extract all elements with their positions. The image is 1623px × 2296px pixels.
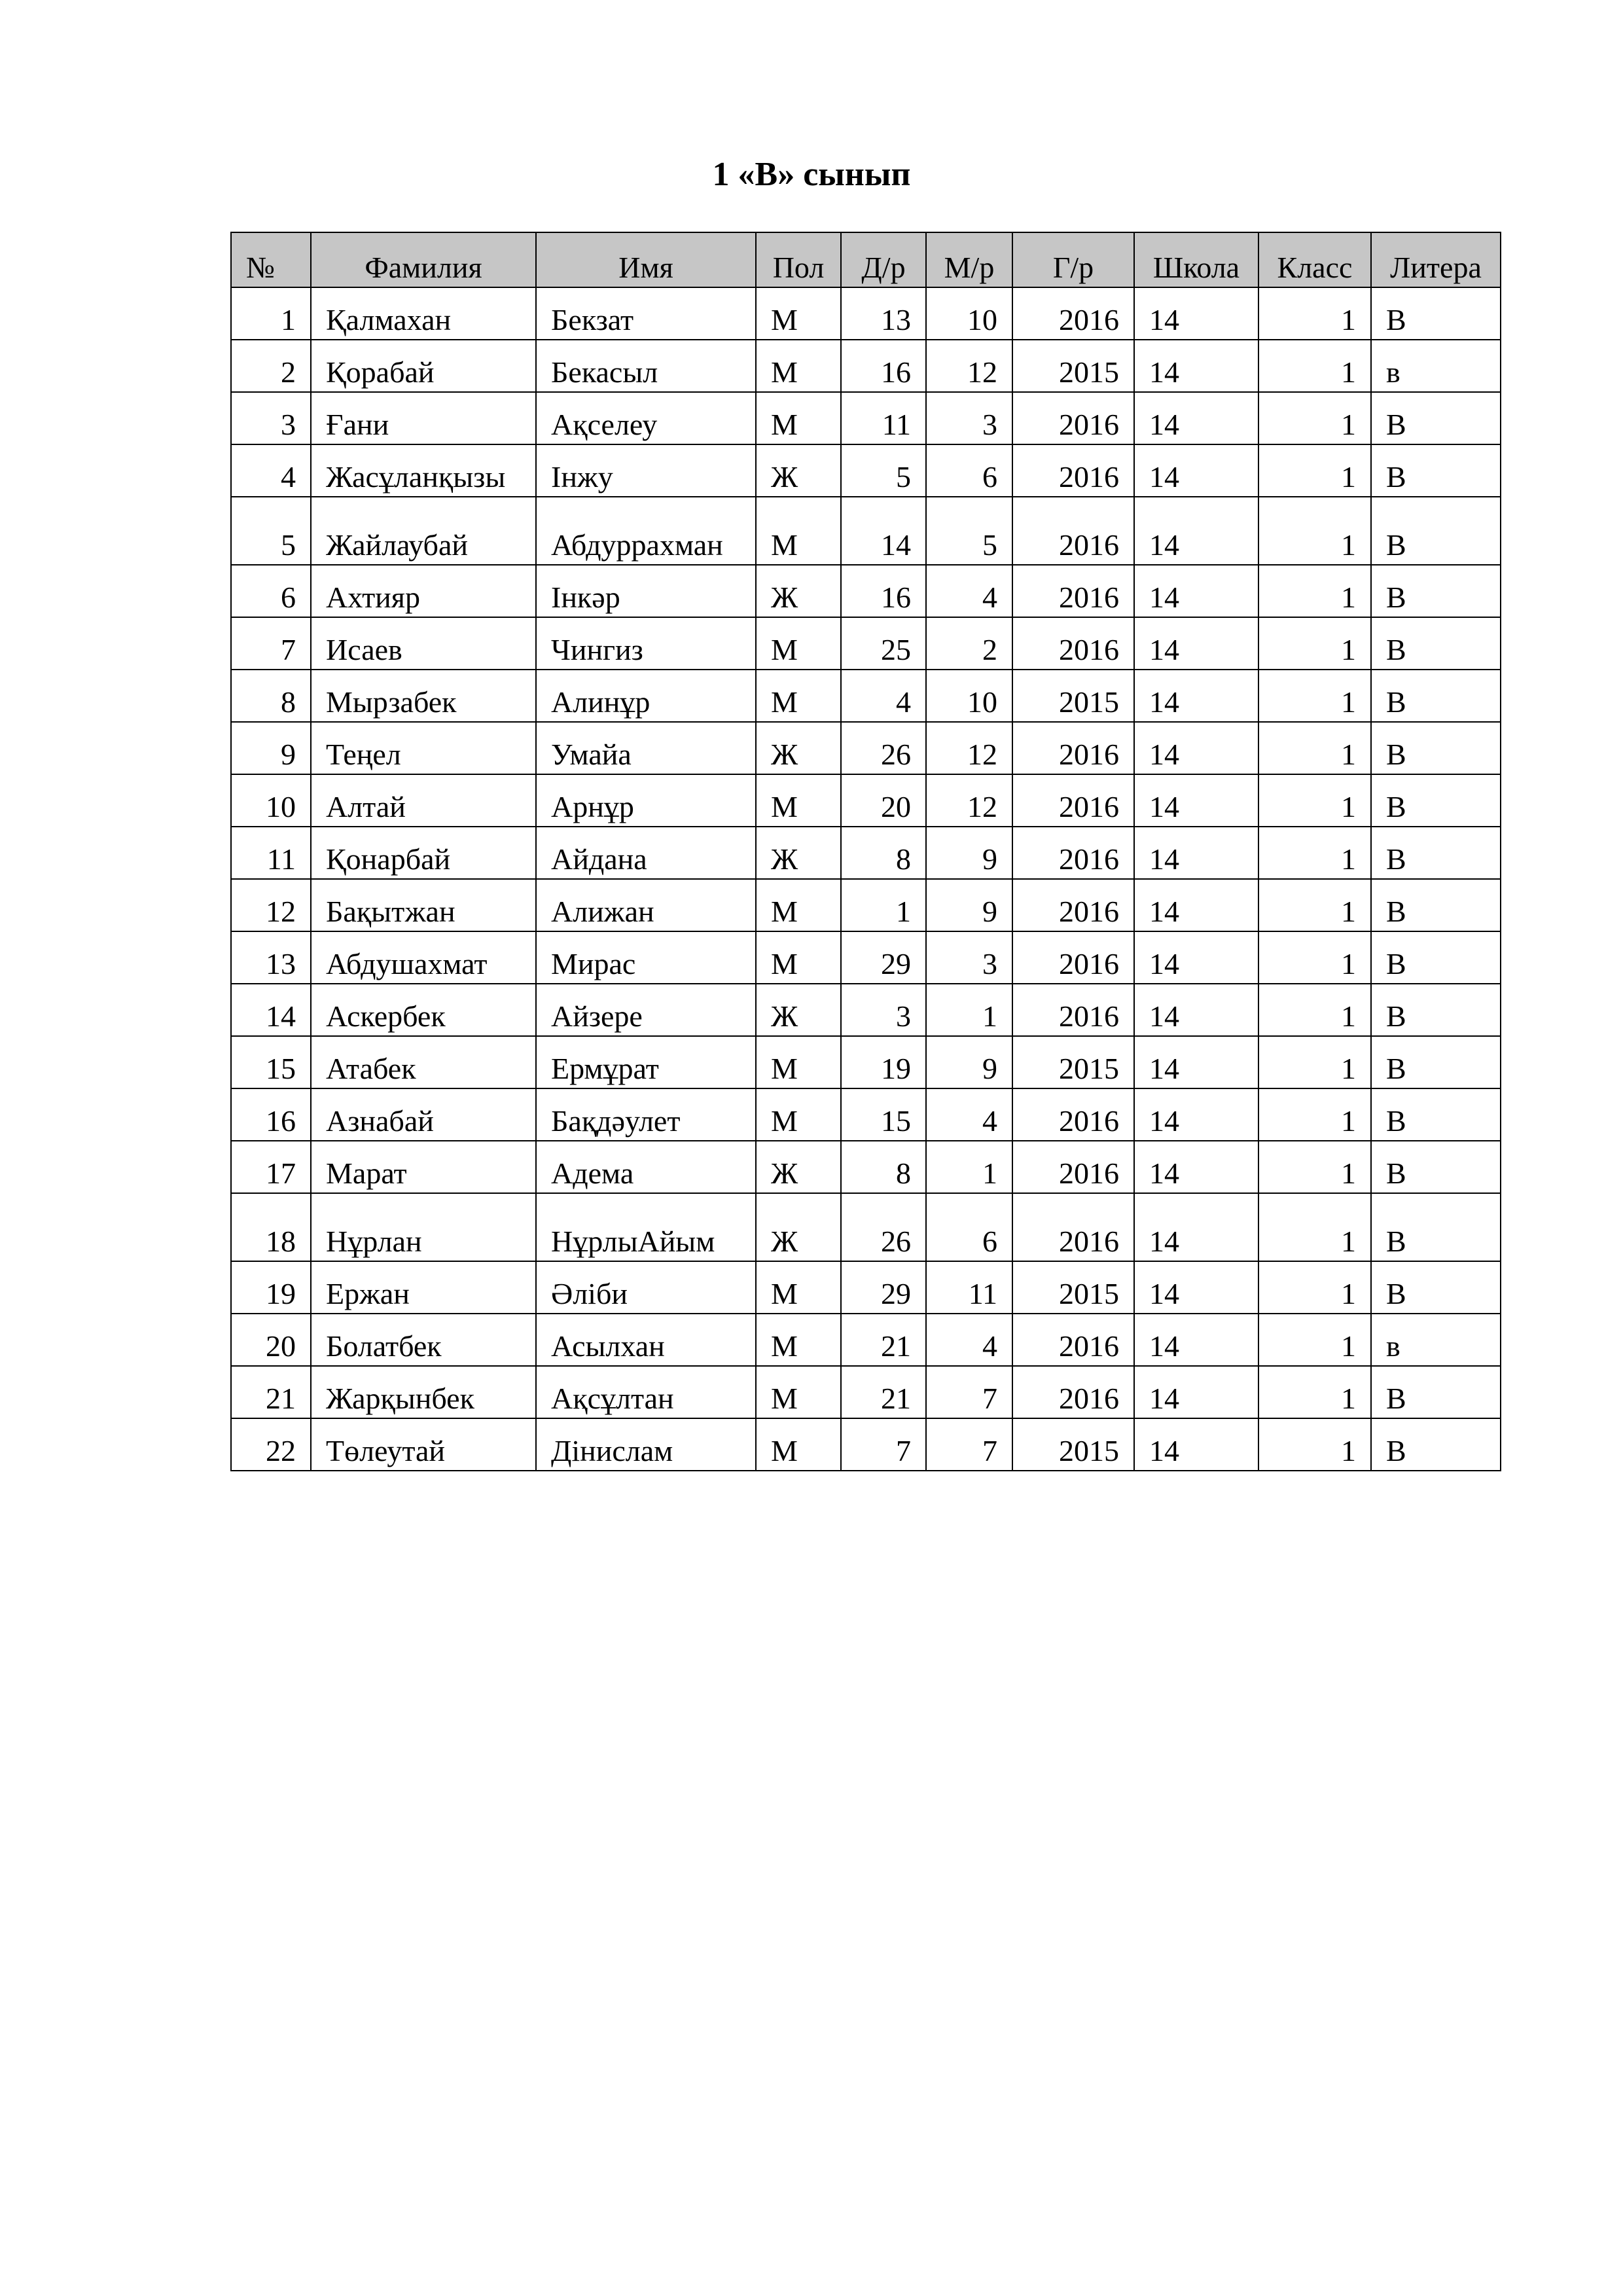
- cell-birth-month: 1: [926, 984, 1012, 1036]
- cell-surname: Бақытжан: [311, 879, 536, 931]
- cell-school: 14: [1134, 1314, 1258, 1366]
- cell-gender: М: [756, 1261, 841, 1314]
- cell-row-number: 5: [231, 497, 311, 565]
- cell-gender: М: [756, 1088, 841, 1141]
- cell-first-name: Алижан: [536, 879, 756, 931]
- cell-surname: Алтай: [311, 774, 536, 827]
- table-row: [231, 1418, 1501, 1471]
- table-row: [231, 340, 1501, 392]
- cell-first-name: Чингиз: [536, 617, 756, 670]
- cell-school: 14: [1134, 392, 1258, 444]
- cell-birth-month: 6: [926, 444, 1012, 497]
- cell-school: 14: [1134, 827, 1258, 879]
- cell-row-number: 22: [231, 1418, 311, 1471]
- cell-school: 14: [1134, 879, 1258, 931]
- cell-first-name: Бақдәулет: [536, 1088, 756, 1141]
- cell-birth-day: 1: [841, 879, 926, 931]
- cell-birth-month: 7: [926, 1418, 1012, 1471]
- cell-gender: Ж: [756, 565, 841, 617]
- table-row: [231, 1036, 1501, 1088]
- table-row: [231, 1141, 1501, 1193]
- cell-class: 1: [1258, 1088, 1371, 1141]
- cell-surname: Жарқынбек: [311, 1366, 536, 1418]
- cell-letter: В: [1371, 1036, 1501, 1088]
- cell-first-name: Дінислам: [536, 1418, 756, 1471]
- cell-gender: Ж: [756, 1141, 841, 1193]
- cell-birth-day: 25: [841, 617, 926, 670]
- cell-letter: В: [1371, 1418, 1501, 1471]
- cell-birth-month: 12: [926, 340, 1012, 392]
- cell-birth-year: 2015: [1012, 670, 1134, 722]
- cell-first-name: Айзере: [536, 984, 756, 1036]
- cell-class: 1: [1258, 497, 1371, 565]
- cell-birth-month: 5: [926, 497, 1012, 565]
- cell-letter: В: [1371, 774, 1501, 827]
- table-row: [231, 722, 1501, 774]
- cell-class: 1: [1258, 1036, 1371, 1088]
- cell-letter: В: [1371, 617, 1501, 670]
- cell-surname: Исаев: [311, 617, 536, 670]
- cell-surname: Төлеутай: [311, 1418, 536, 1471]
- header-letter: Литера: [1371, 232, 1501, 287]
- cell-surname: Қонарбай: [311, 827, 536, 879]
- cell-surname: Марат: [311, 1141, 536, 1193]
- cell-class: 1: [1258, 722, 1371, 774]
- table-row: [231, 827, 1501, 879]
- cell-class: 1: [1258, 392, 1371, 444]
- cell-birth-month: 11: [926, 1261, 1012, 1314]
- table-row: [231, 1366, 1501, 1418]
- cell-letter: В: [1371, 827, 1501, 879]
- cell-birth-day: 21: [841, 1314, 926, 1366]
- cell-row-number: 20: [231, 1314, 311, 1366]
- cell-first-name: НұрлыАйым: [536, 1193, 756, 1261]
- cell-school: 14: [1134, 1366, 1258, 1418]
- cell-gender: Ж: [756, 722, 841, 774]
- cell-birth-year: 2016: [1012, 774, 1134, 827]
- header-surname: Фамилия: [311, 232, 536, 287]
- cell-birth-month: 2: [926, 617, 1012, 670]
- cell-letter: В: [1371, 497, 1501, 565]
- cell-class: 1: [1258, 774, 1371, 827]
- cell-gender: М: [756, 1314, 841, 1366]
- table-row: [231, 392, 1501, 444]
- cell-first-name: Інкәр: [536, 565, 756, 617]
- cell-gender: М: [756, 287, 841, 340]
- table-row: [231, 497, 1501, 565]
- cell-first-name: Абдуррахман: [536, 497, 756, 565]
- cell-row-number: 15: [231, 1036, 311, 1088]
- cell-birth-year: 2015: [1012, 1418, 1134, 1471]
- cell-birth-year: 2016: [1012, 497, 1134, 565]
- cell-birth-month: 6: [926, 1193, 1012, 1261]
- cell-class: 1: [1258, 1314, 1371, 1366]
- cell-row-number: 19: [231, 1261, 311, 1314]
- table-row: [231, 444, 1501, 497]
- cell-school: 14: [1134, 1036, 1258, 1088]
- cell-first-name: Әліби: [536, 1261, 756, 1314]
- header-birth-year: Г/р: [1012, 232, 1134, 287]
- cell-birth-month: 12: [926, 722, 1012, 774]
- cell-row-number: 2: [231, 340, 311, 392]
- cell-birth-month: 10: [926, 287, 1012, 340]
- cell-birth-day: 14: [841, 497, 926, 565]
- cell-school: 14: [1134, 1141, 1258, 1193]
- cell-birth-year: 2016: [1012, 1141, 1134, 1193]
- cell-row-number: 21: [231, 1366, 311, 1418]
- cell-birth-month: 9: [926, 1036, 1012, 1088]
- cell-birth-day: 19: [841, 1036, 926, 1088]
- header-school: Школа: [1134, 232, 1258, 287]
- cell-first-name: Айдана: [536, 827, 756, 879]
- cell-first-name: Бекасыл: [536, 340, 756, 392]
- cell-school: 14: [1134, 340, 1258, 392]
- cell-first-name: Інжу: [536, 444, 756, 497]
- cell-school: 14: [1134, 1261, 1258, 1314]
- header-name: Имя: [536, 232, 756, 287]
- cell-school: 14: [1134, 497, 1258, 565]
- cell-birth-day: 21: [841, 1366, 926, 1418]
- cell-school: 14: [1134, 617, 1258, 670]
- cell-school: 14: [1134, 984, 1258, 1036]
- cell-letter: В: [1371, 1088, 1501, 1141]
- page-title: 1 «В» сынып: [712, 156, 911, 193]
- cell-birth-day: 29: [841, 931, 926, 984]
- cell-gender: М: [756, 670, 841, 722]
- table-header-row: [231, 232, 1501, 287]
- cell-first-name: Мирас: [536, 931, 756, 984]
- cell-school: 14: [1134, 670, 1258, 722]
- cell-surname: Жайлаубай: [311, 497, 536, 565]
- cell-surname: Болатбек: [311, 1314, 536, 1366]
- cell-letter: В: [1371, 670, 1501, 722]
- cell-letter: В: [1371, 879, 1501, 931]
- cell-birth-month: 10: [926, 670, 1012, 722]
- cell-gender: М: [756, 931, 841, 984]
- cell-first-name: Адема: [536, 1141, 756, 1193]
- cell-birth-month: 3: [926, 392, 1012, 444]
- cell-letter: в: [1371, 340, 1501, 392]
- cell-surname: Қалмахан: [311, 287, 536, 340]
- cell-row-number: 4: [231, 444, 311, 497]
- header-birth-day: Д/р: [841, 232, 926, 287]
- table-row: [231, 984, 1501, 1036]
- cell-letter: в: [1371, 1314, 1501, 1366]
- cell-birth-day: 5: [841, 444, 926, 497]
- cell-row-number: 16: [231, 1088, 311, 1141]
- cell-first-name: Ермұрат: [536, 1036, 756, 1088]
- cell-row-number: 8: [231, 670, 311, 722]
- cell-birth-year: 2016: [1012, 1366, 1134, 1418]
- cell-school: 14: [1134, 931, 1258, 984]
- cell-gender: Ж: [756, 1193, 841, 1261]
- cell-class: 1: [1258, 617, 1371, 670]
- cell-school: 14: [1134, 1193, 1258, 1261]
- cell-birth-month: 9: [926, 879, 1012, 931]
- cell-birth-month: 7: [926, 1366, 1012, 1418]
- table-row: [231, 1261, 1501, 1314]
- cell-row-number: 6: [231, 565, 311, 617]
- table-row: [231, 1314, 1501, 1366]
- cell-row-number: 13: [231, 931, 311, 984]
- cell-birth-year: 2016: [1012, 287, 1134, 340]
- cell-class: 1: [1258, 1261, 1371, 1314]
- cell-gender: М: [756, 617, 841, 670]
- cell-surname: Атабек: [311, 1036, 536, 1088]
- cell-birth-day: 15: [841, 1088, 926, 1141]
- cell-birth-year: 2016: [1012, 879, 1134, 931]
- table-row: [231, 670, 1501, 722]
- header-class: Класс: [1258, 232, 1371, 287]
- cell-row-number: 18: [231, 1193, 311, 1261]
- cell-birth-day: 8: [841, 827, 926, 879]
- cell-birth-year: 2016: [1012, 565, 1134, 617]
- cell-class: 1: [1258, 340, 1371, 392]
- cell-row-number: 7: [231, 617, 311, 670]
- table-row: [231, 617, 1501, 670]
- cell-school: 14: [1134, 287, 1258, 340]
- cell-class: 1: [1258, 827, 1371, 879]
- cell-letter: В: [1371, 565, 1501, 617]
- cell-surname: Қорабай: [311, 340, 536, 392]
- cell-surname: Аскербек: [311, 984, 536, 1036]
- cell-letter: В: [1371, 1261, 1501, 1314]
- cell-class: 1: [1258, 670, 1371, 722]
- table-row: [231, 287, 1501, 340]
- cell-gender: М: [756, 392, 841, 444]
- cell-school: 14: [1134, 1418, 1258, 1471]
- cell-birth-year: 2015: [1012, 1036, 1134, 1088]
- cell-surname: Теңел: [311, 722, 536, 774]
- cell-letter: В: [1371, 984, 1501, 1036]
- cell-letter: В: [1371, 287, 1501, 340]
- student-roster-table: [230, 232, 1501, 1471]
- header-gender: Пол: [756, 232, 841, 287]
- cell-class: 1: [1258, 1141, 1371, 1193]
- cell-birth-month: 9: [926, 827, 1012, 879]
- cell-birth-year: 2016: [1012, 617, 1134, 670]
- cell-class: 1: [1258, 879, 1371, 931]
- header-birth-month: М/р: [926, 232, 1012, 287]
- cell-letter: В: [1371, 931, 1501, 984]
- cell-class: 1: [1258, 984, 1371, 1036]
- cell-letter: В: [1371, 444, 1501, 497]
- cell-birth-year: 2016: [1012, 827, 1134, 879]
- cell-birth-year: 2016: [1012, 1088, 1134, 1141]
- cell-birth-month: 3: [926, 931, 1012, 984]
- cell-birth-day: 8: [841, 1141, 926, 1193]
- cell-class: 1: [1258, 444, 1371, 497]
- cell-birth-year: 2016: [1012, 392, 1134, 444]
- cell-first-name: Ақселеу: [536, 392, 756, 444]
- cell-birth-day: 11: [841, 392, 926, 444]
- cell-birth-year: 2015: [1012, 340, 1134, 392]
- cell-school: 14: [1134, 1088, 1258, 1141]
- cell-birth-year: 2016: [1012, 931, 1134, 984]
- cell-row-number: 1: [231, 287, 311, 340]
- cell-birth-year: 2016: [1012, 722, 1134, 774]
- cell-gender: М: [756, 497, 841, 565]
- cell-row-number: 3: [231, 392, 311, 444]
- cell-surname: Абдушахмат: [311, 931, 536, 984]
- cell-first-name: Бекзат: [536, 287, 756, 340]
- cell-letter: В: [1371, 1366, 1501, 1418]
- cell-birth-year: 2016: [1012, 1314, 1134, 1366]
- cell-gender: М: [756, 1036, 841, 1088]
- cell-first-name: Арнұр: [536, 774, 756, 827]
- cell-birth-day: 29: [841, 1261, 926, 1314]
- cell-birth-day: 16: [841, 340, 926, 392]
- table-body: [231, 287, 1501, 1471]
- cell-school: 14: [1134, 774, 1258, 827]
- cell-first-name: Ақсұлтан: [536, 1366, 756, 1418]
- cell-row-number: 12: [231, 879, 311, 931]
- cell-letter: В: [1371, 392, 1501, 444]
- cell-birth-day: 13: [841, 287, 926, 340]
- cell-birth-month: 4: [926, 1088, 1012, 1141]
- table-row: [231, 565, 1501, 617]
- cell-class: 1: [1258, 1418, 1371, 1471]
- cell-surname: Жасұланқызы: [311, 444, 536, 497]
- table-row: [231, 774, 1501, 827]
- table-row: [231, 931, 1501, 984]
- cell-birth-year: 2016: [1012, 1193, 1134, 1261]
- cell-birth-month: 12: [926, 774, 1012, 827]
- cell-school: 14: [1134, 722, 1258, 774]
- cell-class: 1: [1258, 1193, 1371, 1261]
- cell-first-name: Умайа: [536, 722, 756, 774]
- cell-row-number: 17: [231, 1141, 311, 1193]
- table-row: [231, 1193, 1501, 1261]
- cell-birth-month: 1: [926, 1141, 1012, 1193]
- cell-letter: В: [1371, 722, 1501, 774]
- cell-first-name: Асылхан: [536, 1314, 756, 1366]
- table-row: [231, 1088, 1501, 1141]
- cell-birth-year: 2016: [1012, 984, 1134, 1036]
- cell-surname: Азнабай: [311, 1088, 536, 1141]
- cell-surname: Мырзабек: [311, 670, 536, 722]
- cell-birth-year: 2015: [1012, 1261, 1134, 1314]
- cell-birth-day: 4: [841, 670, 926, 722]
- cell-gender: Ж: [756, 827, 841, 879]
- cell-surname: Ержан: [311, 1261, 536, 1314]
- cell-birth-year: 2016: [1012, 444, 1134, 497]
- cell-surname: Нұрлан: [311, 1193, 536, 1261]
- cell-gender: М: [756, 1418, 841, 1471]
- cell-gender: Ж: [756, 444, 841, 497]
- cell-gender: М: [756, 774, 841, 827]
- cell-gender: М: [756, 1366, 841, 1418]
- cell-row-number: 10: [231, 774, 311, 827]
- cell-surname: Ахтияр: [311, 565, 536, 617]
- cell-class: 1: [1258, 1366, 1371, 1418]
- cell-gender: М: [756, 879, 841, 931]
- cell-row-number: 11: [231, 827, 311, 879]
- cell-birth-day: 16: [841, 565, 926, 617]
- cell-letter: В: [1371, 1193, 1501, 1261]
- cell-row-number: 14: [231, 984, 311, 1036]
- cell-letter: В: [1371, 1141, 1501, 1193]
- cell-gender: Ж: [756, 984, 841, 1036]
- cell-birth-day: 7: [841, 1418, 926, 1471]
- cell-school: 14: [1134, 444, 1258, 497]
- cell-class: 1: [1258, 287, 1371, 340]
- cell-first-name: Алинұр: [536, 670, 756, 722]
- cell-birth-day: 3: [841, 984, 926, 1036]
- header-number: №: [231, 232, 311, 287]
- table-row: [231, 879, 1501, 931]
- cell-birth-day: 26: [841, 1193, 926, 1261]
- cell-birth-month: 4: [926, 565, 1012, 617]
- cell-row-number: 9: [231, 722, 311, 774]
- cell-gender: М: [756, 340, 841, 392]
- cell-birth-month: 4: [926, 1314, 1012, 1366]
- cell-surname: Ғани: [311, 392, 536, 444]
- cell-birth-day: 26: [841, 722, 926, 774]
- cell-class: 1: [1258, 931, 1371, 984]
- cell-school: 14: [1134, 565, 1258, 617]
- cell-birth-day: 20: [841, 774, 926, 827]
- cell-class: 1: [1258, 565, 1371, 617]
